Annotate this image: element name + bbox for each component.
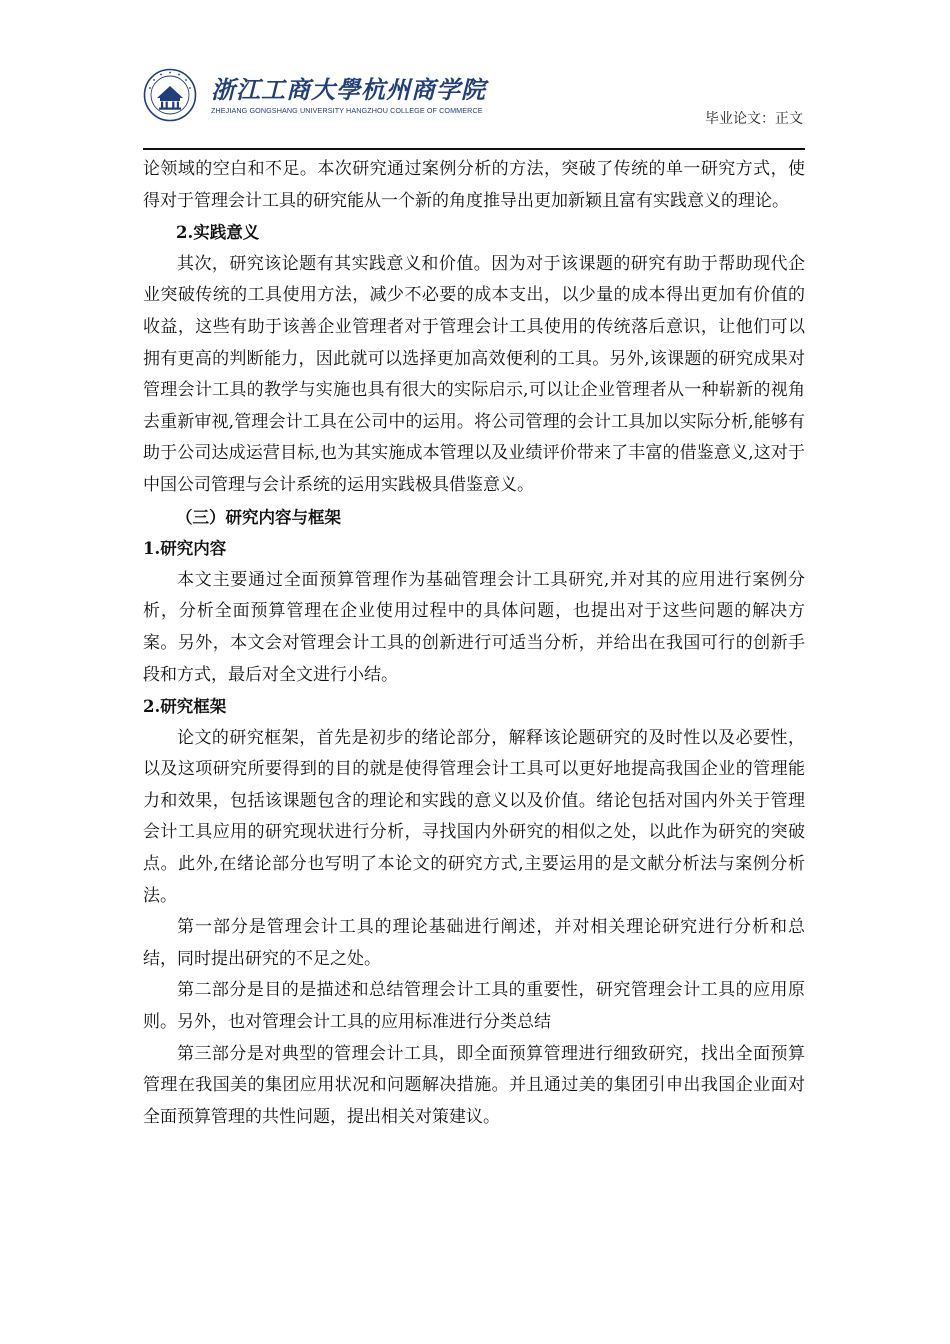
header-divider [143,148,805,150]
section-heading: 2.研究框架 [143,697,227,717]
body-paragraph: 论领域的空白和不足。本次研究通过案例分析的方法，突破了传统的单一研究方式，使得对于管理会计工具的研究能从一个新的角度推导出更加新颖且富有实践意义的理论。 [143,159,805,211]
university-seal-icon [143,68,197,122]
section-label: 毕业论文：正文 [705,111,803,127]
section-heading: 1.研究内容 [143,539,227,559]
logo-chinese-name: 浙江工商大學杭州商学院 [211,75,486,104]
body-paragraph: 第三部分是对典型的管理会计工具，即全面预算管理进行细致研究，找出全面预算管理在我国美的集团应用状况和问题解决措施。并且通过美的集团引申出我国企业面对全面预算管理的共性问题，提出相关对策建议。 [143,1043,805,1127]
body-paragraph: 本文主要通过全面预算管理作为基础管理会计工具研究,并对其的应用进行案例分析，分析全面预算管理在企业使用过程中的具体问题，也提出对于这些问题的解决方案。另外，本文会对管理会计工具的创新进行可适当分析，并给出在我国可行的创新手段和方式，最后对全文进行小结。 [143,569,805,685]
page-header [143,62,805,150]
body-paragraph: 第二部分是目的是描述和总结管理会计工具的重要性，研究管理会计工具的应用原则。另外，也对管理会计工具的应用标准进行分类总结 [143,980,805,1033]
document-body [143,154,805,1133]
body-paragraph: 论文的研究框架，首先是初步的绪论部分，解释该论题研究的及时性以及必要性，以及这项研究所要得到的目的就是使得管理会计工具可以更好地提高我国企业的管理能力和效果，包括该课题包含的理论和实践的意义以及价值。绪论包括对国内外关于管理会计工具应用的研究现状进行分析，寻找国内外研究的相似之处，以此作为研究的突破点。此外,在绪论部分也写明了本论文的研究方式,主要运用的是文献分析法与案例分析法。 [143,727,805,906]
section-heading: （三）研究内容与框架 [176,507,341,527]
body-paragraph: 第一部分是管理会计工具的理论基础进行阐述，并对相关理论研究进行分析和总结，同时提出研究的不足之处。 [143,917,805,969]
logo-english-name: ZHEJIANG GONGSHANG UNIVERSITY HANGZHOU COLLEGE OF COMMERCE [211,106,483,115]
university-logo [211,75,486,115]
section-heading: 2.实践意义 [176,223,260,243]
body-paragraph: 其次，研究该论题有其实践意义和价值。因为对于该课题的研究有助于帮助现代企业突破传统的工具使用方法，减少不必要的成本支出，以少量的成本得出更加有价值的收益，这些有助于该善企业管理者对于管理会计工具使用的传统落后意识，让他们可以拥有更高的判断能力，因此就可以选择更加高效便利的工具。另外,该课题的研究成果对管理会计工具的教学与实施也具有很大的实际启示,可以让企业管理者从一种崭新的视角去重新审视,管理会计工具在公司中的运用。将公司管理的会计工具加以实际分析,能够有助于公司达成运营目标,也为其实施成本管理以及业绩评价带来了丰富的借鉴意义,这对于中国公司管理与会计系统的运用实践极具借鉴意义。 [143,253,805,495]
